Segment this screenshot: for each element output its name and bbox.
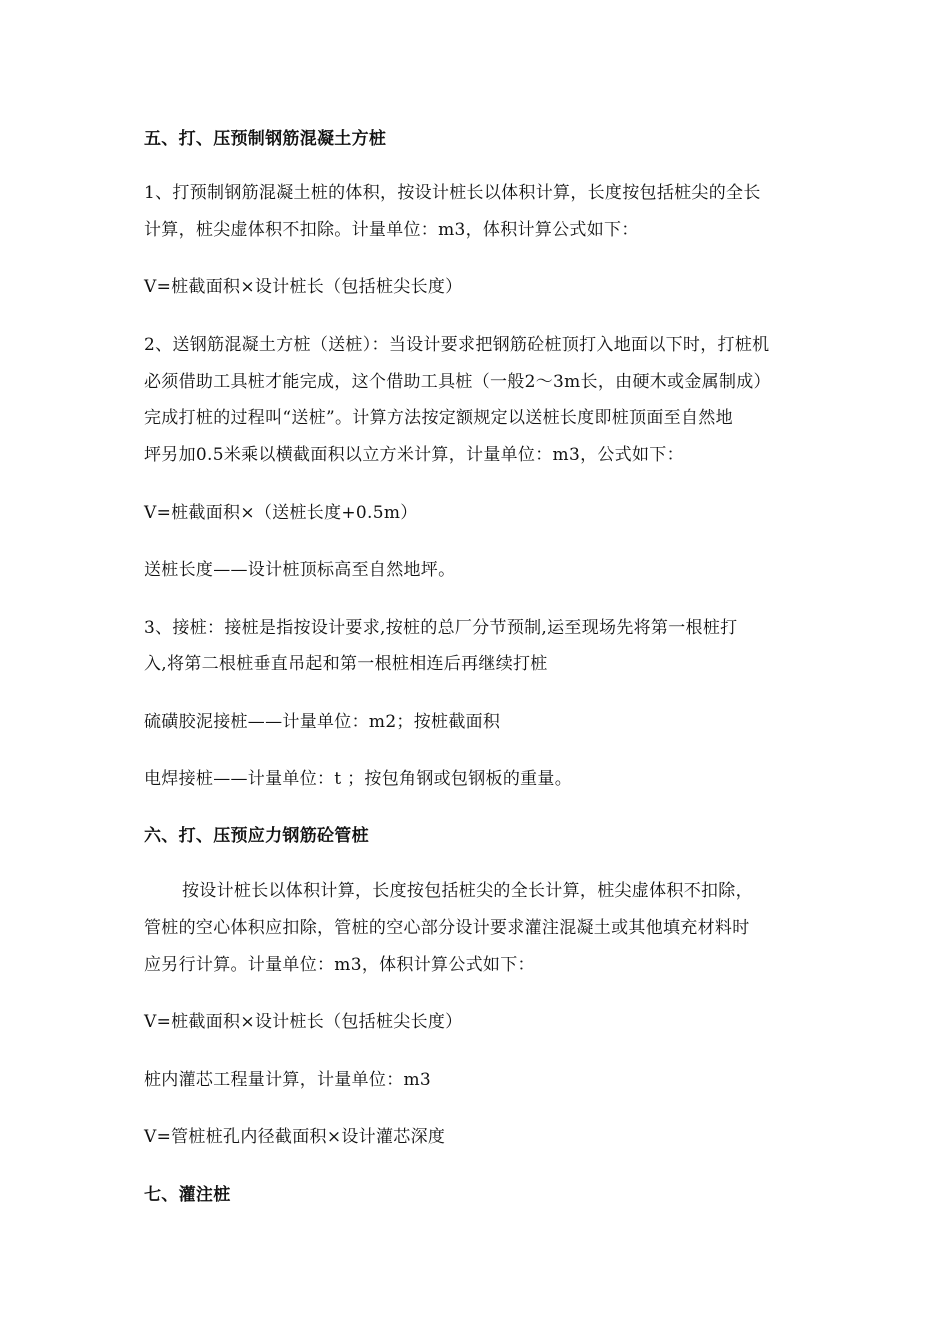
paragraph-8: 桩内灌芯工程量计算，计量单位：m3 bbox=[144, 1070, 432, 1090]
section-heading-5: 五、打、压预制钢筋混凝土方桩 bbox=[144, 129, 387, 149]
paragraph-4-line-1: 3、接桩：接桩是指按设计要求,按桩的总厂分节预制,运至现场先将第一根桩打 bbox=[144, 618, 738, 638]
paragraph-1-line-2: 计算，桩尖虚体积不扣除。计量单位：m3，体积计算公式如下： bbox=[144, 220, 639, 240]
paragraph-2-line-3: 完成打桩的过程叫“送桩”。计算方法按定额规定以送桩长度即桩顶面至自然地 bbox=[144, 408, 733, 428]
paragraph-5: 硫磺胶泥接桩——计量单位：m2；按桩截面积 bbox=[144, 712, 501, 732]
paragraph-7-line-3: 应另行计算。计量单位：m3，体积计算公式如下： bbox=[144, 955, 535, 975]
formula-3: V=桩截面积×设计桩长（包括桩尖长度） bbox=[144, 1012, 463, 1032]
paragraph-6: 电焊接桩——计量单位：t ；按包角钢或包钢板的重量。 bbox=[144, 769, 573, 789]
section-heading-6: 六、打、压预应力钢筋砼管桩 bbox=[144, 826, 369, 846]
paragraph-1-line-1: 1、打预制钢筋混凝土桩的体积，按设计桩长以体积计算，长度按包括桩尖的全长 bbox=[144, 183, 761, 203]
paragraph-3: 送桩长度——设计桩顶标高至自然地坪。 bbox=[144, 560, 456, 580]
paragraph-2-line-4: 坪另加0.5米乘以横截面积以立方米计算，计量单位：m3，公式如下： bbox=[144, 445, 684, 465]
formula-4: V=管桩桩孔内径截面积×设计灌芯深度 bbox=[144, 1127, 446, 1147]
paragraph-2-line-2: 必须借助工具桩才能完成，这个借助工具桩（一般2～3m长，由硬木或金属制成） bbox=[144, 372, 771, 392]
formula-2: V=桩截面积×（送桩长度+0.5m） bbox=[144, 503, 418, 523]
paragraph-7-line-1: 按设计桩长以体积计算，长度按包括桩尖的全长计算，桩尖虚体积不扣除， bbox=[182, 881, 753, 901]
paragraph-4-line-2: 入,将第二根桩垂直吊起和第一根桩相连后再继续打桩 bbox=[144, 654, 548, 674]
formula-1: V=桩截面积×设计桩长（包括桩尖长度） bbox=[144, 277, 463, 297]
paragraph-2-line-1: 2、送钢筋混凝土方桩（送桩）：当设计要求把钢筋砼桩顶打入地面以下时，打桩机 bbox=[144, 335, 770, 355]
section-heading-7: 七、灌注桩 bbox=[144, 1185, 231, 1205]
paragraph-7-line-2: 管桩的空心体积应扣除，管桩的空心部分设计要求灌注混凝土或其他填充材料时 bbox=[144, 918, 750, 938]
